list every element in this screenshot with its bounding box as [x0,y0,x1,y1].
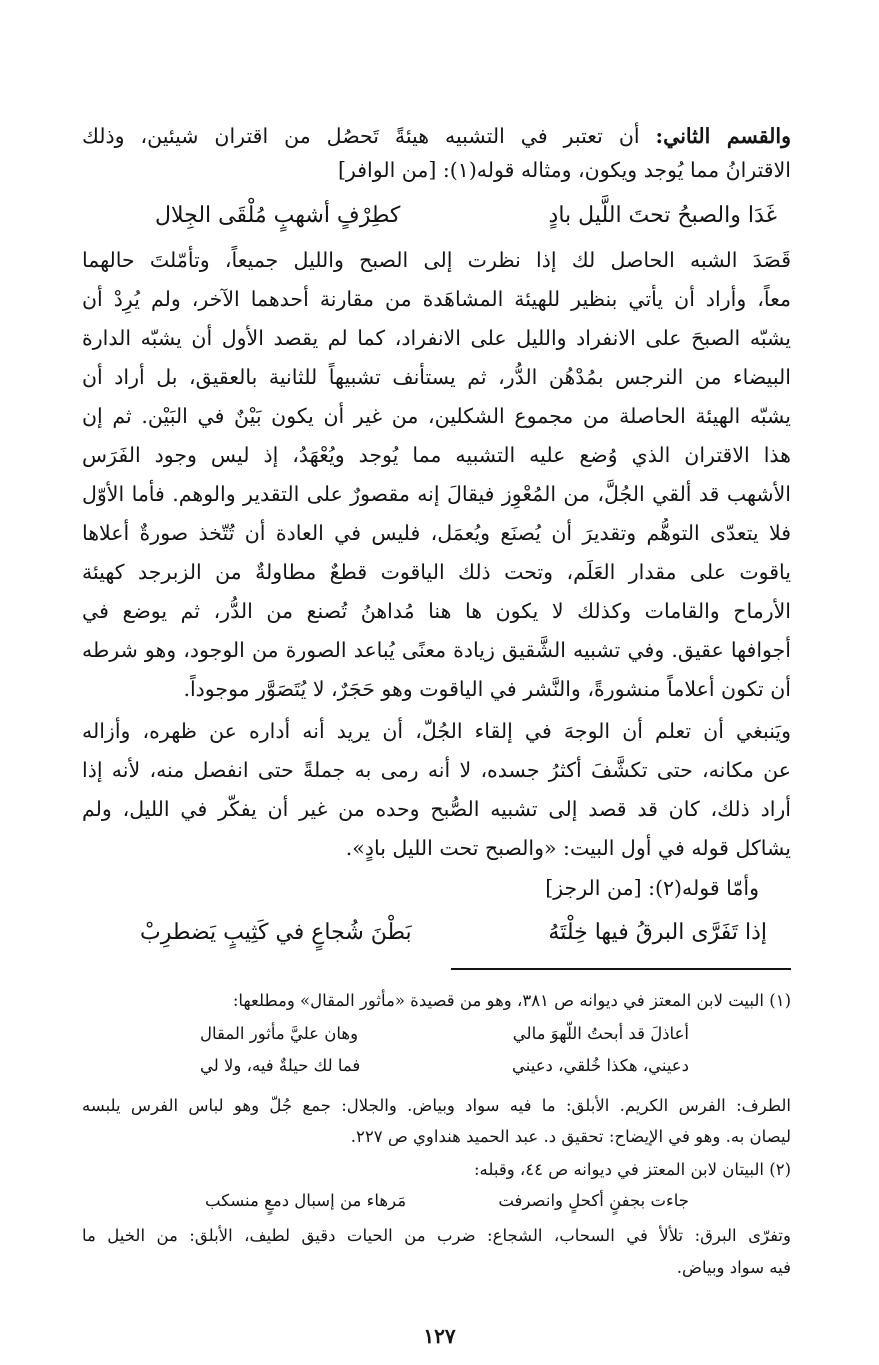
body-line: قَصَدَ الشبه الحاصل لك إذا نظرت إلى الصبح والليل جميعاً، وتأمّلتَ حالهما [82,248,791,272]
footnote-separator [451,968,791,970]
verse-hemistich: إذا تَفَرَّى البرقُ فيها خِلْتَهُ [548,920,767,945]
footnote-verse: جاءت بجفنٍ أكحلٍ وانصرفت [498,1191,689,1210]
body-text: أن تعتبر في التشبيه هيئةً تَحصُل من اقتران شيئين، وذلك [82,124,656,148]
body-line: الأرماح والقامات وكذلك لا يكون ها هنا مُداهنُ تُصنع من الدُّر، ثم يوضع في [82,599,791,623]
footnote-verse: فما لك حيلةٌ فيه، ولا لي [200,1056,361,1075]
section-heading: والقسم الثاني: [655,124,791,148]
footnote-verse: أعاذلَ قد أبحتُ اللّهوَ مالي [512,1024,689,1043]
body-line: أجوافها عقيق. وفي تشبيه الشَّقيق زيادة معنًى يُباعد الصورة من الوجود، وهو شرطه [82,638,791,662]
body-line: أراد ذلك، كان قد قصد إلى تشبيه الصُّبح وحده من غير أن يفكّر في الليل، ولم [82,797,791,821]
footnote-gloss: فيه سواد وبياض. [676,1258,791,1277]
body-line: ويَنبغي أن تعلم أن الوجهَ في إلقاء الجُلّ، أن يريد أنه أداره عن ظهره، وأزاله [82,719,791,743]
body-line: معاً، وأراد أن يأتي بنظير للهيئة المشاهَدة من مقارنة أحدهما الآخر، ولم يُرِدْ أن [82,287,791,311]
footnote-verse: دعيني، هكذا خُلقي، دعيني [511,1056,689,1075]
body-line: يشبّه الهيئة الحاصلة من مجموع الشكلين، من غير أن يكون بَيْنٌ في البَيْن. ثم إن [82,404,791,428]
footnote-2: (٢) البيتان لابن المعتز في ديوانه ص ٤٤، وقبله: [473,1160,791,1179]
verse-hemistich: بَطْنَ شُجاعٍ في كَثِيبٍ يَضطرِبْ [140,920,412,945]
body-line: وأمّا قوله(٢): [من الرجز] [545,876,759,900]
footnote-gloss: وتفرّى البرق: تلألأ في السحاب، الشجاع: ضرب من الحيات دقيق لطيف، الأبلق: من الخيل ما [82,1226,791,1245]
body-line: يشاكل قوله في أول البيت: «والصبح تحت الليل بادٍ». [345,836,791,860]
page-number: ١٢٧ [423,1324,456,1348]
body-line: الأشهب قد ألقي الجُلَّ، من المُعْوِز فيقالَ إنه مقصورٌ على التقدير والوهم. فأما الأوّل [82,482,791,506]
body-line: فلا يتعدّى التوهُّم وتقديرَ أن يُصنَع ويُعمَل، فليس في العادة أن تُتّخذ صورةٌ أعلاها [82,521,791,545]
footnote-1: (١) البيت لابن المعتز في ديوانه ص ٣٨١، وهو من قصيدة «مأثور المقال» ومطلعها: [232,991,791,1010]
verse-hemistich: كطِرْفٍ أشهبٍ مُلْقَى الجِلال [155,203,401,228]
body-line: أن تكون أعلاماً منشورةً، والنَّشر في الياقوت وهو حَجَرٌ، لا يُتَصَوَّر موجوداً. [183,677,791,701]
body-line: يشبّه الصبحَ على الانفراد والليل على الانفراد، كما لم يقصد الأول أن يشبّه الدارة [82,326,791,350]
body-line: البيضاء من النرجس بمُدْهُن الدُّر، ثم يستأنف تشبيهاً للثانية بالعقيق، بل أراد أن [82,365,791,389]
footnote-gloss: الطرف: الفرس الكريم. الأبلق: ما فيه سواد وبياض. والجلال: جمع جُلّ وهو لباس الفرس يلبسه [82,1096,791,1115]
body-line [82,121,791,151]
body-line: الاقترانُ مما يُوجد ويكون، ومثاله قوله(١): [من الوافر] [337,158,791,182]
body-line: عن مكانه، حتى تكشَّفَ أكثرُ جسده، لا أنه رمى به جملةً حتى انفصل منه، لأنه إذا [82,758,791,782]
footnote-verse: وهان عليَّ مأثور المقال [200,1024,359,1043]
verse-hemistich: غَدَا والصبحُ تحتَ اللَّيل بادٍ [548,203,777,228]
footnote-verse: مَرهاء من إسبال دمعٍ منسكب [205,1191,407,1210]
body-line: هذا الاقتران الذي وُضع عليه التشبيه مما يُوجد ويُعْهَدُ، إذ ليس وجود الفَرَس [82,443,791,467]
body-line: ياقوت على مقدار العَلَم، وتحت ذلك الياقوت قطعٌ مطاولةٌ من الزبرجد كهيئة [82,560,791,584]
footnote-gloss: ليصان به. وهو في الإيضاح: تحقيق د. عبد الحميد هنداوي ص ٢٢٧. [350,1127,791,1146]
